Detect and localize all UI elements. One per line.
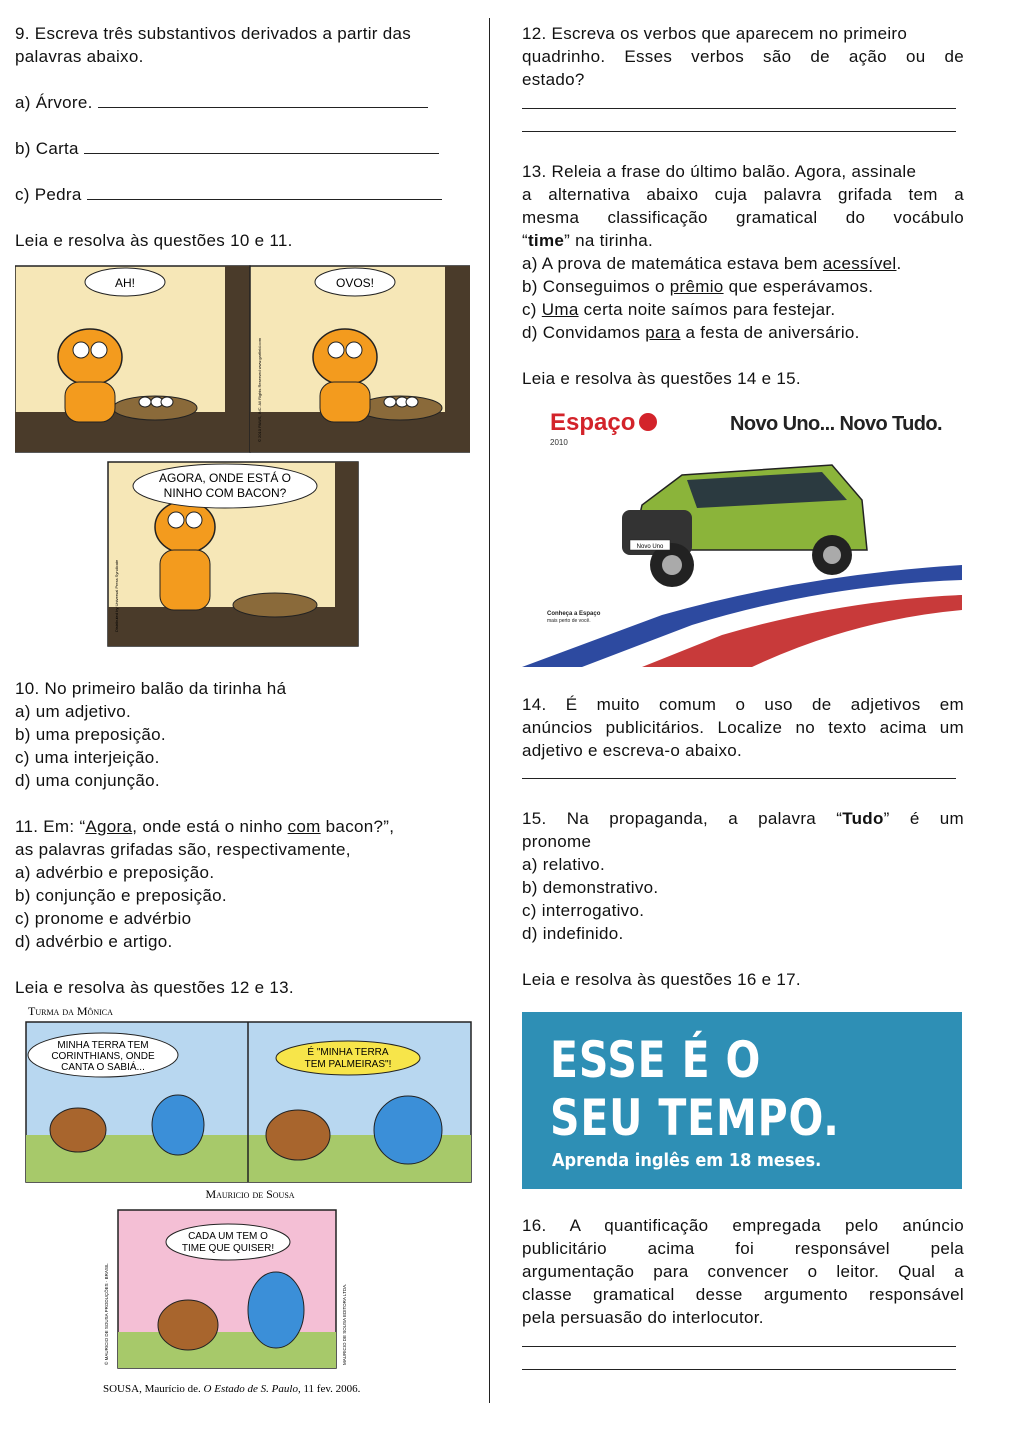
intro-10-11: Leia e resolva às questões 10 e 11. xyxy=(15,231,293,250)
q9-title-line2: palavras abaixo. xyxy=(15,47,144,66)
english-ad-line1: ESSE É O xyxy=(550,1031,762,1089)
monica-side-right: MAURICIO DE SOUSA EDITORA LTDA. xyxy=(342,1283,347,1365)
q11-title: 11. Em: “Agora, onde está o ninho com bacon?”, xyxy=(15,817,395,836)
q15-option-b: b) demonstrativo. xyxy=(522,878,659,897)
english-ad-line3: Aprenda inglês em 18 meses. xyxy=(552,1150,822,1171)
q15-line1: 15. Na propaganda, a palavra “Tudo” é um xyxy=(522,809,964,828)
q10-option-b: b) uma preposição. xyxy=(15,725,166,744)
monica-side-left: © MAURICIO DE SOUSA PRODUÇÕES · BRASIL xyxy=(104,1263,109,1365)
q13-option-d: d) Convidamos para a festa de aniversário. xyxy=(522,323,860,342)
q14-answer-line[interactable] xyxy=(522,778,956,779)
q15-line2: pronome xyxy=(522,832,592,851)
q13-option-c: c) Uma certa noite saímos para festejar. xyxy=(522,300,836,319)
q16-line4: classe gramatical desse argumento responsável xyxy=(522,1285,964,1304)
monica-balloon-2-line2: TEM PALMEIRAS"! xyxy=(304,1059,392,1070)
q14-line1: 14. É muito comum o uso de adjetivos em xyxy=(522,695,964,714)
q12-line1: 12. Escreva os verbos que aparecem no primeiro xyxy=(522,24,908,43)
monica-balloon-1-line1: MINHA TERRA TEM xyxy=(57,1040,149,1051)
monica-citation: SOUSA, Maurício de. O Estado de S. Paulo, 11 fev. 2006. xyxy=(103,1383,361,1395)
car-ad-info-title: Conheça a Espaço xyxy=(547,611,601,617)
fiat-logo-icon xyxy=(639,413,657,431)
q13-option-b: b) Conseguimos o prêmio que esperávamos. xyxy=(522,277,874,296)
q9-title-line1: 9. Escreva três substantivos derivados a partir das xyxy=(15,24,412,43)
q11-line2: as palavras grifadas são, respectivamente, xyxy=(15,840,351,859)
q9-item-b: b) Carta xyxy=(15,137,439,160)
q13-line1: 13. Releia a frase do último balão. Agora, assinale xyxy=(522,162,917,181)
q10-title: 10. No primeiro balão da tirinha há xyxy=(15,679,287,698)
monica-title: Mauricio de Sousa xyxy=(205,1187,295,1201)
q15-option-a: a) relativo. xyxy=(522,855,605,874)
q11-option-b: b) conjunção e preposição. xyxy=(15,886,227,905)
intro-12-13: Leia e resolva às questões 12 e 13. xyxy=(15,978,294,997)
q16-answer-line-2[interactable] xyxy=(522,1369,956,1370)
car-ad-slogan: Novo Uno... Novo Tudo. xyxy=(730,413,942,435)
q16-answer-line-1[interactable] xyxy=(522,1346,956,1347)
q10-option-d: d) uma conjunção. xyxy=(15,771,160,790)
q16-line3: argumentação para convencer o leitor. Qual a xyxy=(522,1262,964,1281)
q9-item-c: c) Pedra xyxy=(15,183,442,206)
q12-answer-line-1[interactable] xyxy=(522,108,956,109)
garfield-balloon-3-line1: AGORA, ONDE ESTÁ O xyxy=(158,471,292,485)
car-ad-brand-sub: 2010 xyxy=(550,438,568,447)
q16-line2: publicitário acima foi responsável pela xyxy=(522,1239,964,1258)
q11-option-c: c) pronome e advérbio xyxy=(15,909,192,928)
q11-option-a: a) advérbio e preposição. xyxy=(15,863,215,882)
monica-balloon-2-line1: É "MINHA TERRA xyxy=(307,1047,389,1058)
q14-line3: adjetivo e escreva-o abaixo. xyxy=(522,741,743,760)
q13-line4: “time” na tirinha. xyxy=(522,231,654,250)
q12-line2: quadrinho. Esses verbos são de ação ou de xyxy=(522,47,964,66)
intro-16-17: Leia e resolva às questões 16 e 17. xyxy=(522,970,801,989)
garfield-balloon-1: AH! xyxy=(114,276,136,290)
q10-option-c: c) uma interjeição. xyxy=(15,748,160,767)
monica-balloon-3-line2: TIME QUE QUISER! xyxy=(181,1243,275,1254)
q15-option-c: c) interrogativo. xyxy=(522,901,645,920)
q16-line1: 16. A quantificação empregada pelo anúncio xyxy=(522,1216,964,1235)
monica-balloon-1-line3: CANTA O SABIÁ... xyxy=(61,1062,145,1073)
q14-line2: anúncios publicitários. Localize no texto acima um xyxy=(522,718,964,737)
garfield-balloon-3-line2: NINHO COM BACON? xyxy=(163,486,287,500)
monica-balloon-1-line2: CORINTHIANS, ONDE xyxy=(51,1051,155,1062)
q10-option-a: a) um adjetivo. xyxy=(15,702,131,721)
monica-header: Turma da Mônica xyxy=(28,1004,113,1018)
q9-item-a: a) Árvore. xyxy=(15,91,428,114)
q11-option-d: d) advérbio e artigo. xyxy=(15,932,173,951)
english-course-advertisement xyxy=(522,1012,962,1189)
car-ad-brand: Espaço xyxy=(550,409,636,436)
garfield-balloon-2: OVOS! xyxy=(335,276,375,290)
q13-line2: a alternativa abaixo cuja palavra grifada tem a xyxy=(522,185,964,204)
q12-answer-line-2[interactable] xyxy=(522,131,956,132)
intro-14-15: Leia e resolva às questões 14 e 15. xyxy=(522,369,801,388)
q12-line3: estado? xyxy=(522,70,585,89)
garfield-credit-3: Distributed by Universal Press Syndicate xyxy=(114,559,119,632)
monica-balloon-3-line1: CADA UM TEM O xyxy=(188,1231,268,1242)
english-ad-line2: SEU TEMPO. xyxy=(550,1089,840,1147)
monica-comic-strip xyxy=(18,1000,483,1400)
car-plate: Novo Uno xyxy=(636,544,664,550)
garfield-comic-strip xyxy=(15,262,470,650)
car-advertisement xyxy=(522,400,962,667)
q13-line3: mesma classificação gramatical do vocábulo xyxy=(522,208,964,227)
car-ad-info-sub: mais perto de você. xyxy=(547,618,591,624)
q13-option-a: a) A prova de matemática estava bem acessível. xyxy=(522,254,902,273)
q15-option-d: d) indefinido. xyxy=(522,924,624,943)
column-divider xyxy=(489,18,490,1403)
q16-line5: pela persuasão do interlocutor. xyxy=(522,1308,764,1327)
garfield-credit-2: © 2010 PAWS, INC. All Rights Reserved www.garfield.com xyxy=(257,337,262,442)
